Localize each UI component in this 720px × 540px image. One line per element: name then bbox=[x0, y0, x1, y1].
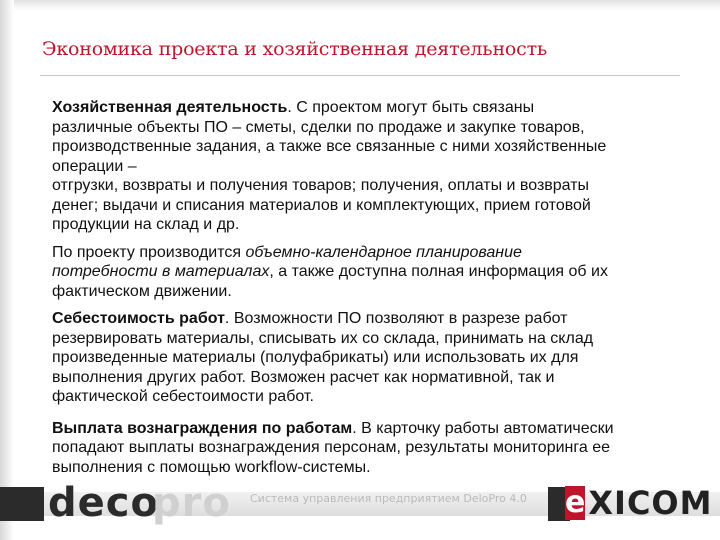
text-line: отгрузки, возвраты и получения товаров; получения, оплаты и возвраты bbox=[52, 177, 590, 194]
text-line: Себестоимость работ. Возможности ПО позволяют в разрезе работ bbox=[52, 310, 568, 327]
slide-left-shadow bbox=[0, 0, 14, 540]
term-reward-payment: Выплата вознаграждения по работам bbox=[52, 419, 353, 437]
term-planning: объемно-календарное планирование bbox=[245, 243, 522, 261]
text-line: попадают выплаты вознаграждения персонам, результаты мониторинга ее bbox=[52, 439, 610, 456]
paragraph-planning bbox=[52, 243, 702, 302]
text-line: выполнения с помощью workflow-системы. bbox=[52, 458, 371, 476]
term-cost-of-work: Себестоимость работ bbox=[52, 310, 225, 327]
text-line: денег; выдачи и списания материалов и комплектующих, прием готовой bbox=[52, 196, 591, 214]
excom-logo bbox=[565, 481, 713, 525]
text-line: различные объекты ПО – сметы, сделки по продаже и закупке товаров, bbox=[52, 118, 585, 136]
text-line: продукции на склад и др. bbox=[52, 216, 240, 233]
term-material-needs: потребности в материалах bbox=[52, 263, 270, 280]
title-divider bbox=[40, 75, 680, 76]
text-line: Выплата вознаграждения по работам. В карточку работы автоматически bbox=[52, 419, 614, 437]
text-line: резервировать материалы, списывать их со склада, принимать на склад bbox=[52, 329, 594, 347]
paragraph-cost-of-work bbox=[52, 309, 702, 407]
paragraph-economic-activity bbox=[52, 98, 702, 235]
text-line: произведенные материалы (полуфабрикаты) или использовать их для bbox=[52, 349, 579, 366]
slide-body bbox=[52, 98, 702, 484]
excom-logo-mark: e bbox=[565, 485, 586, 520]
paragraph-reward-payment bbox=[52, 419, 702, 478]
text-line: производственные задания, а также все связанные с ними хозяйственные bbox=[52, 138, 607, 155]
slide-title: Экономика проекта и хозяйственная деятельность bbox=[42, 38, 548, 60]
slide-top-shadow bbox=[0, 0, 720, 10]
text-line: операции – bbox=[52, 157, 137, 175]
text-line: Хозяйственная деятельность. С проектом могут быть связаны bbox=[52, 99, 535, 116]
text-line: потребности в материалах, а также доступна полная информация об их bbox=[52, 263, 608, 280]
excom-logo-text: XICOM bbox=[588, 484, 713, 522]
term-economic-activity: Хозяйственная деятельность bbox=[52, 99, 288, 116]
text-line: выполнения других работ. Возможен расчет как нормативной, так и bbox=[52, 368, 555, 386]
text-line: По проекту производится объемно-календарное планирование bbox=[52, 243, 522, 261]
footer-tagline: Система управления предприятием DeloPro 4.0 bbox=[250, 492, 527, 505]
pro-logo: pro bbox=[152, 480, 231, 526]
text-line: фактической себестоимости работ. bbox=[52, 388, 314, 405]
deco-logo: deco bbox=[48, 480, 159, 526]
footer bbox=[0, 478, 720, 540]
text-line: фактическом движении. bbox=[52, 282, 232, 300]
footer-block-left bbox=[0, 487, 44, 521]
